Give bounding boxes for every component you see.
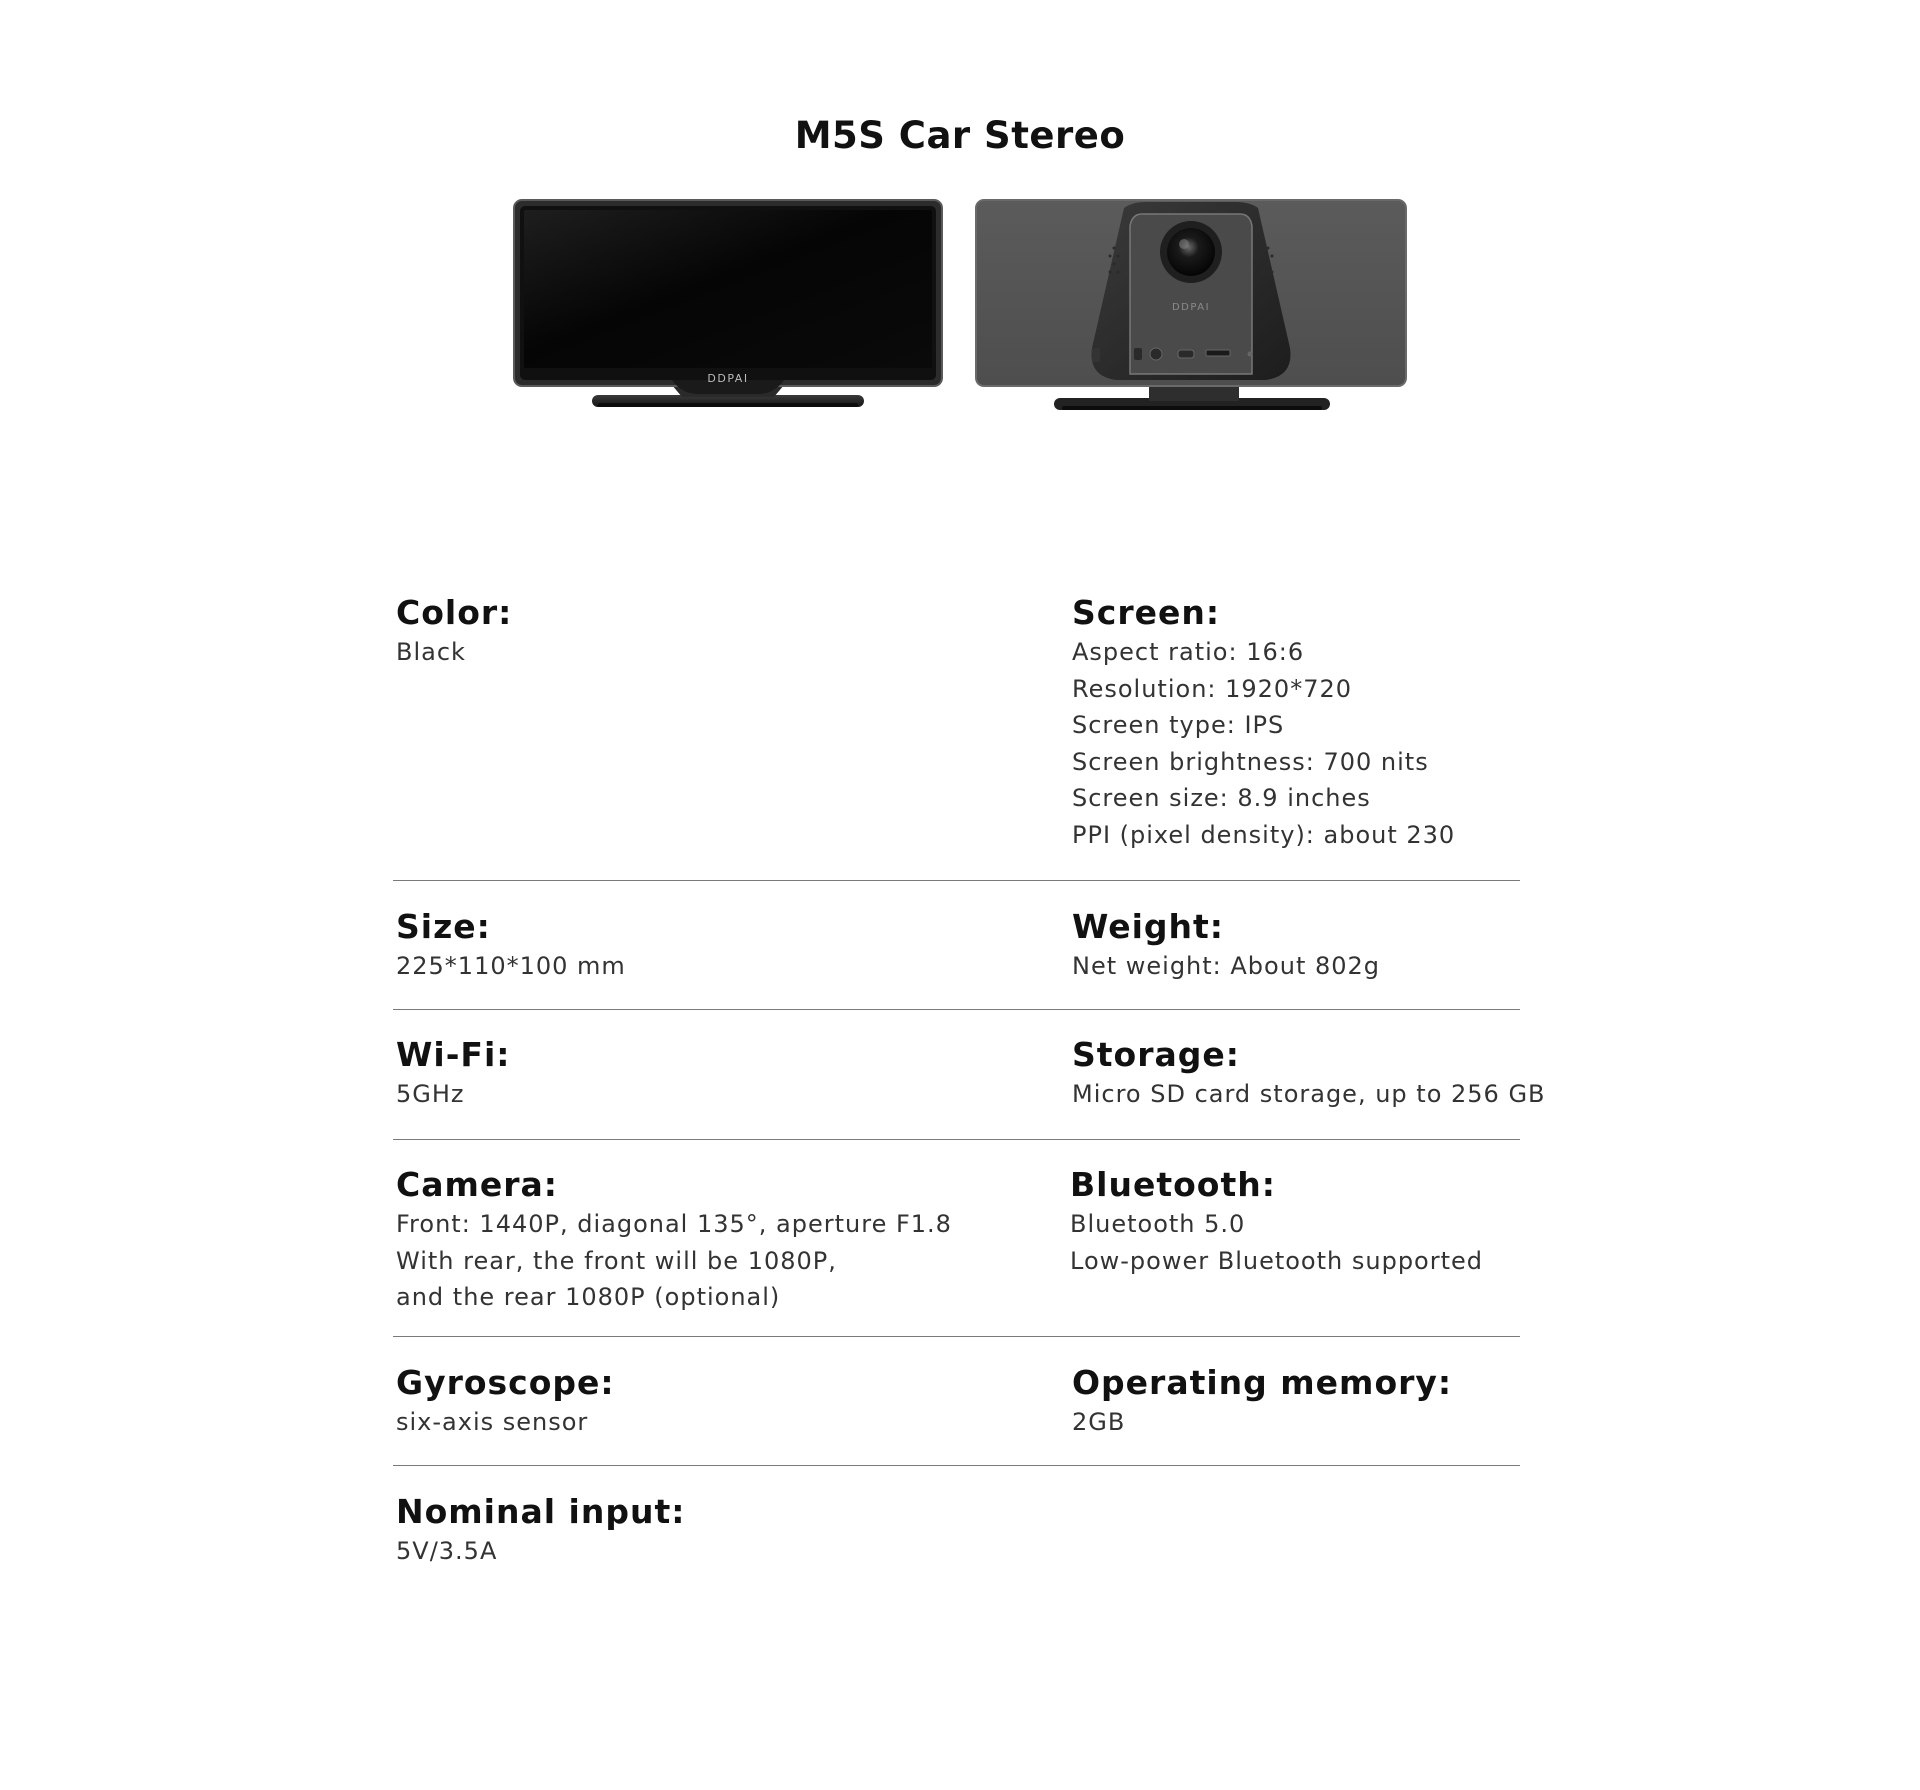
spec-value: 225*110*100 mm <box>396 952 626 980</box>
spec-label: Screen: <box>1072 593 1221 632</box>
spec-value: Net weight: About 802g <box>1072 952 1381 980</box>
spec-screen <box>1072 592 1455 853</box>
car-stereo-front-image <box>512 198 944 416</box>
car-stereo-front-illustration <box>512 198 944 416</box>
spec-label: Weight: <box>1072 907 1225 946</box>
spec-label: Gyroscope: <box>396 1363 615 1402</box>
car-stereo-rear-illustration <box>974 198 1408 416</box>
spec-bluetooth <box>1070 1164 1483 1279</box>
brand-mark: DDPAI <box>1171 302 1211 313</box>
spec-value: 2GB <box>1072 1408 1126 1436</box>
spec-label: Nominal input: <box>396 1492 686 1531</box>
spec-nominal-input <box>396 1491 685 1570</box>
spec-value: PPI (pixel density): about 230 <box>1072 820 1456 849</box>
spec-value: With rear, the front will be 1080P, <box>396 1246 837 1275</box>
spec-wifi <box>396 1034 510 1113</box>
spec-value: Bluetooth 5.0 <box>1070 1210 1246 1238</box>
spec-label: Size: <box>396 907 491 946</box>
divider <box>393 1139 1520 1140</box>
spec-value: Screen type: IPS <box>1072 711 1285 739</box>
car-stereo-rear-image <box>974 198 1408 416</box>
spec-value: Resolution: 1920*720 <box>1072 674 1353 703</box>
spec-value: Black <box>396 638 466 666</box>
spec-label: Storage: <box>1072 1035 1240 1074</box>
page-title: M5S Car Stereo <box>794 114 1126 157</box>
divider <box>393 1465 1520 1466</box>
spec-value: Aspect ratio: 16:6 <box>1072 638 1305 666</box>
spec-label: Camera: <box>396 1165 558 1204</box>
spec-size <box>396 906 626 985</box>
spec-value: six-axis sensor <box>396 1408 589 1436</box>
spec-label: Color: <box>396 593 513 632</box>
divider <box>393 1009 1520 1010</box>
spec-label: Operating memory: <box>1072 1363 1453 1402</box>
spec-storage <box>1072 1034 1546 1113</box>
spec-value: Front: 1440P, diagonal 135°, aperture F1.8 <box>396 1210 952 1238</box>
spec-value: and the rear 1080P (optional) <box>396 1283 781 1311</box>
spec-value: Screen brightness: 700 nits <box>1072 747 1429 776</box>
spec-label: Bluetooth: <box>1070 1165 1276 1204</box>
spec-label: Wi-Fi: <box>396 1035 511 1074</box>
spec-value: Micro SD card storage, up to 256 GB <box>1072 1080 1546 1108</box>
spec-gyroscope <box>396 1362 615 1441</box>
spec-value: Screen size: 8.9 inches <box>1072 784 1371 812</box>
spec-weight <box>1072 906 1380 985</box>
brand-mark: DDPAI <box>707 372 749 385</box>
spec-operating-memory <box>1072 1362 1452 1441</box>
spec-value: 5V/3.5A <box>396 1537 498 1565</box>
spec-color <box>396 592 512 671</box>
divider <box>393 1336 1520 1337</box>
divider <box>393 880 1520 881</box>
spec-camera <box>396 1164 952 1316</box>
spec-value: 5GHz <box>396 1080 465 1108</box>
spec-value: Low-power Bluetooth supported <box>1070 1246 1484 1275</box>
